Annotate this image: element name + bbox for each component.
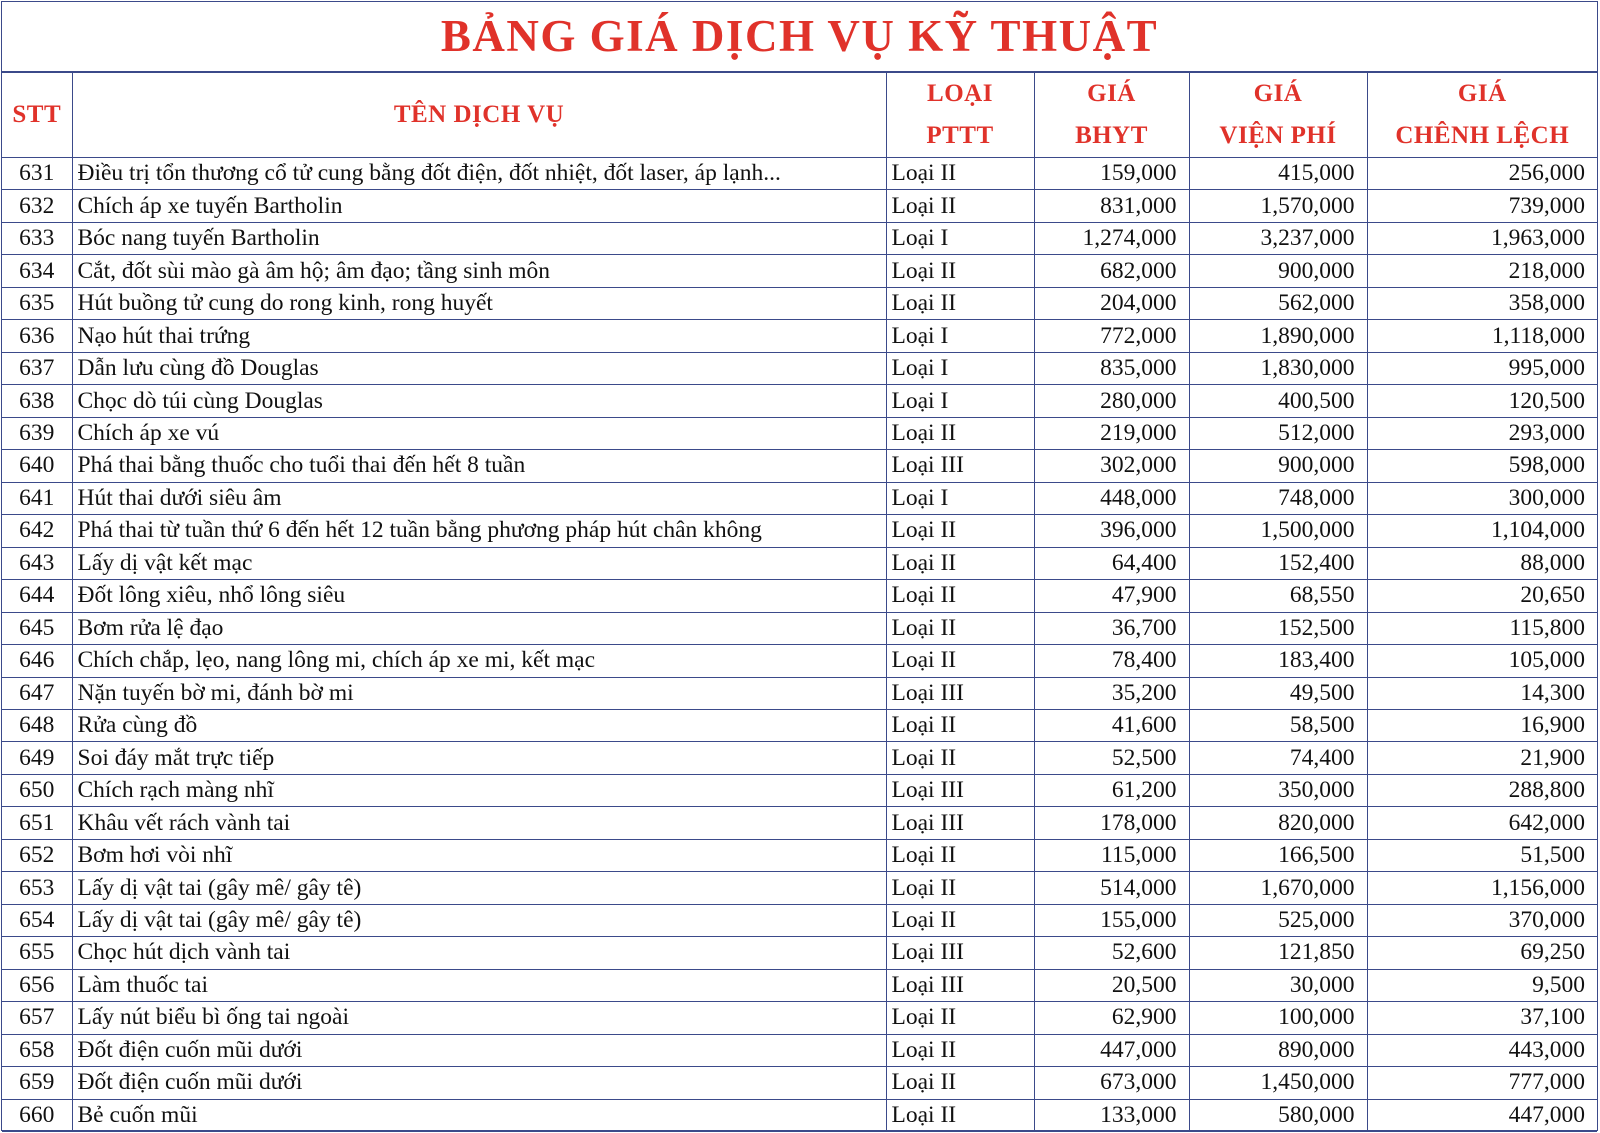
hospital-fee-cell: 49,500: [1189, 677, 1367, 709]
service-name-cell: Nạo hút thai trứng: [72, 320, 886, 352]
price-difference-cell: 120,500: [1367, 385, 1597, 417]
table-row: [2, 807, 1597, 839]
procedure-type-cell: Loại II: [886, 839, 1034, 871]
table-row: [2, 515, 1597, 547]
table-row: [2, 1067, 1597, 1099]
bhyt-price-cell: 35,200: [1034, 677, 1189, 709]
procedure-type-cell: Loại III: [886, 807, 1034, 839]
table-row: [2, 580, 1597, 612]
procedure-type-cell: Loại II: [886, 417, 1034, 449]
procedure-type-cell: Loại II: [886, 547, 1034, 579]
service-name-cell: Lấy nút biểu bì ống tai ngoài: [72, 1002, 886, 1034]
stt-cell: 650: [2, 774, 72, 806]
table-row: [2, 417, 1597, 449]
service-name-cell: Dẫn lưu cùng đồ Douglas: [72, 352, 886, 384]
hospital-fee-cell: 562,000: [1189, 287, 1367, 319]
table-row: [2, 904, 1597, 936]
service-name-cell: Bẻ cuốn mũi: [72, 1099, 886, 1131]
stt-cell: 660: [2, 1099, 72, 1131]
table-row: [2, 450, 1597, 482]
procedure-type-cell: Loại II: [886, 1099, 1034, 1131]
service-name-cell: Chích áp xe tuyến Bartholin: [72, 190, 886, 222]
bhyt-price-cell: 204,000: [1034, 287, 1189, 319]
table-row: [2, 222, 1597, 254]
stt-cell: 642: [2, 515, 72, 547]
price-difference-cell: 1,963,000: [1367, 222, 1597, 254]
bhyt-price-cell: 772,000: [1034, 320, 1189, 352]
price-difference-cell: 995,000: [1367, 352, 1597, 384]
price-difference-cell: 105,000: [1367, 645, 1597, 677]
table-row: [2, 385, 1597, 417]
column-header-stt: STT: [2, 73, 72, 158]
table-row: [2, 774, 1597, 806]
hospital-fee-cell: 580,000: [1189, 1099, 1367, 1131]
service-name-cell: Nặn tuyến bờ mi, đánh bờ mi: [72, 677, 886, 709]
price-table: [2, 73, 1597, 1132]
stt-cell: 640: [2, 450, 72, 482]
header-row: [2, 73, 1597, 158]
hospital-fee-cell: 1,670,000: [1189, 872, 1367, 904]
procedure-type-cell: Loại II: [886, 645, 1034, 677]
price-difference-cell: 16,900: [1367, 709, 1597, 741]
column-header-bhyt-price: GIÁ BHYT: [1034, 73, 1189, 158]
table-header: [2, 73, 1597, 158]
stt-cell: 648: [2, 709, 72, 741]
stt-cell: 643: [2, 547, 72, 579]
stt-cell: 637: [2, 352, 72, 384]
stt-cell: 644: [2, 580, 72, 612]
procedure-type-cell: Loại I: [886, 482, 1034, 514]
stt-cell: 632: [2, 190, 72, 222]
service-name-cell: Chích rạch màng nhĩ: [72, 774, 886, 806]
service-name-cell: Bóc nang tuyến Bartholin: [72, 222, 886, 254]
procedure-type-cell: Loại III: [886, 677, 1034, 709]
stt-cell: 636: [2, 320, 72, 352]
procedure-type-cell: Loại I: [886, 352, 1034, 384]
bhyt-price-cell: 61,200: [1034, 774, 1189, 806]
stt-cell: 645: [2, 612, 72, 644]
table-row: [2, 1002, 1597, 1034]
hospital-fee-cell: 74,400: [1189, 742, 1367, 774]
hospital-fee-cell: 1,500,000: [1189, 515, 1367, 547]
stt-cell: 646: [2, 645, 72, 677]
price-difference-cell: 256,000: [1367, 158, 1597, 190]
hospital-fee-cell: 350,000: [1189, 774, 1367, 806]
column-header-service-name: TÊN DỊCH VỤ: [72, 73, 886, 158]
price-difference-cell: 642,000: [1367, 807, 1597, 839]
service-name-cell: Phá thai từ tuần thứ 6 đến hết 12 tuần bằng phương pháp hút chân không: [72, 515, 886, 547]
price-difference-cell: 370,000: [1367, 904, 1597, 936]
table-row: [2, 1034, 1597, 1066]
hospital-fee-cell: 1,830,000: [1189, 352, 1367, 384]
price-difference-cell: 358,000: [1367, 287, 1597, 319]
stt-cell: 657: [2, 1002, 72, 1034]
hospital-fee-cell: 166,500: [1189, 839, 1367, 871]
hospital-fee-cell: 890,000: [1189, 1034, 1367, 1066]
bhyt-price-cell: 62,900: [1034, 1002, 1189, 1034]
procedure-type-cell: Loại II: [886, 872, 1034, 904]
price-difference-cell: 88,000: [1367, 547, 1597, 579]
column-header-hospital-fee: GIÁ VIỆN PHÍ: [1189, 73, 1367, 158]
hospital-fee-cell: 512,000: [1189, 417, 1367, 449]
bhyt-price-cell: 219,000: [1034, 417, 1189, 449]
hospital-fee-cell: 152,500: [1189, 612, 1367, 644]
bhyt-price-cell: 52,500: [1034, 742, 1189, 774]
hospital-fee-cell: 3,237,000: [1189, 222, 1367, 254]
procedure-type-cell: Loại I: [886, 385, 1034, 417]
procedure-type-cell: Loại II: [886, 580, 1034, 612]
table-row: [2, 352, 1597, 384]
bhyt-price-cell: 831,000: [1034, 190, 1189, 222]
procedure-type-cell: Loại II: [886, 709, 1034, 741]
hospital-fee-cell: 900,000: [1189, 255, 1367, 287]
procedure-type-cell: Loại II: [886, 287, 1034, 319]
stt-cell: 651: [2, 807, 72, 839]
price-difference-cell: 293,000: [1367, 417, 1597, 449]
procedure-type-cell: Loại II: [886, 158, 1034, 190]
table-row: [2, 872, 1597, 904]
price-difference-cell: 1,104,000: [1367, 515, 1597, 547]
service-name-cell: Bơm hơi vòi nhĩ: [72, 839, 886, 871]
procedure-type-cell: Loại III: [886, 969, 1034, 1001]
price-difference-cell: 51,500: [1367, 839, 1597, 871]
procedure-type-cell: Loại II: [886, 515, 1034, 547]
price-difference-cell: 598,000: [1367, 450, 1597, 482]
table-row: [2, 742, 1597, 774]
service-name-cell: Bơm rửa lệ đạo: [72, 612, 886, 644]
stt-cell: 659: [2, 1067, 72, 1099]
service-name-cell: Cắt, đốt sùi mào gà âm hộ; âm đạo; tầng sinh môn: [72, 255, 886, 287]
stt-cell: 656: [2, 969, 72, 1001]
procedure-type-cell: Loại III: [886, 937, 1034, 969]
service-name-cell: Hút buồng tử cung do rong kinh, rong huyết: [72, 287, 886, 319]
price-difference-cell: 1,156,000: [1367, 872, 1597, 904]
service-name-cell: Hút thai dưới siêu âm: [72, 482, 886, 514]
stt-cell: 634: [2, 255, 72, 287]
hospital-fee-cell: 1,570,000: [1189, 190, 1367, 222]
procedure-type-cell: Loại II: [886, 742, 1034, 774]
page-title: BẢNG GIÁ DỊCH VỤ KỸ THUẬT: [2, 2, 1597, 73]
hospital-fee-cell: 30,000: [1189, 969, 1367, 1001]
procedure-type-cell: Loại III: [886, 774, 1034, 806]
bhyt-price-cell: 302,000: [1034, 450, 1189, 482]
table-row: [2, 190, 1597, 222]
service-name-cell: Soi đáy mắt trực tiếp: [72, 742, 886, 774]
column-header-procedure-type: LOẠI PTTT: [886, 73, 1034, 158]
price-difference-cell: 115,800: [1367, 612, 1597, 644]
table-row: [2, 709, 1597, 741]
service-name-cell: Chọc hút dịch vành tai: [72, 937, 886, 969]
bhyt-price-cell: 52,600: [1034, 937, 1189, 969]
procedure-type-cell: Loại III: [886, 450, 1034, 482]
procedure-type-cell: Loại I: [886, 320, 1034, 352]
hospital-fee-cell: 525,000: [1189, 904, 1367, 936]
procedure-type-cell: Loại II: [886, 1002, 1034, 1034]
service-name-cell: Chích áp xe vú: [72, 417, 886, 449]
bhyt-price-cell: 447,000: [1034, 1034, 1189, 1066]
bhyt-price-cell: 448,000: [1034, 482, 1189, 514]
service-name-cell: Làm thuốc tai: [72, 969, 886, 1001]
service-name-cell: Phá thai bằng thuốc cho tuổi thai đến hết 8 tuần: [72, 450, 886, 482]
procedure-type-cell: Loại II: [886, 612, 1034, 644]
bhyt-price-cell: 64,400: [1034, 547, 1189, 579]
hospital-fee-cell: 183,400: [1189, 645, 1367, 677]
hospital-fee-cell: 820,000: [1189, 807, 1367, 839]
bhyt-price-cell: 178,000: [1034, 807, 1189, 839]
service-name-cell: Lấy dị vật tai (gây mê/ gây tê): [72, 872, 886, 904]
bhyt-price-cell: 20,500: [1034, 969, 1189, 1001]
service-name-cell: Khâu vết rách vành tai: [72, 807, 886, 839]
bhyt-price-cell: 396,000: [1034, 515, 1189, 547]
bhyt-price-cell: 280,000: [1034, 385, 1189, 417]
stt-cell: 649: [2, 742, 72, 774]
price-difference-cell: 1,118,000: [1367, 320, 1597, 352]
stt-cell: 654: [2, 904, 72, 936]
stt-cell: 635: [2, 287, 72, 319]
price-difference-cell: 20,650: [1367, 580, 1597, 612]
price-difference-cell: 777,000: [1367, 1067, 1597, 1099]
bhyt-price-cell: 78,400: [1034, 645, 1189, 677]
table-row: [2, 645, 1597, 677]
service-name-cell: Đốt điện cuốn mũi dưới: [72, 1034, 886, 1066]
service-name-cell: Đốt điện cuốn mũi dưới: [72, 1067, 886, 1099]
hospital-fee-cell: 400,500: [1189, 385, 1367, 417]
stt-cell: 639: [2, 417, 72, 449]
bhyt-price-cell: 41,600: [1034, 709, 1189, 741]
hospital-fee-cell: 900,000: [1189, 450, 1367, 482]
bhyt-price-cell: 1,274,000: [1034, 222, 1189, 254]
hospital-fee-cell: 1,890,000: [1189, 320, 1367, 352]
bhyt-price-cell: 673,000: [1034, 1067, 1189, 1099]
service-name-cell: Chích chắp, lẹo, nang lông mi, chích áp xe mi, kết mạc: [72, 645, 886, 677]
service-name-cell: Rửa cùng đồ: [72, 709, 886, 741]
table-row: [2, 839, 1597, 871]
procedure-type-cell: Loại I: [886, 222, 1034, 254]
procedure-type-cell: Loại II: [886, 1034, 1034, 1066]
price-difference-cell: 447,000: [1367, 1099, 1597, 1131]
service-name-cell: Đốt lông xiêu, nhổ lông siêu: [72, 580, 886, 612]
hospital-fee-cell: 152,400: [1189, 547, 1367, 579]
table-row: [2, 482, 1597, 514]
price-difference-cell: 69,250: [1367, 937, 1597, 969]
stt-cell: 647: [2, 677, 72, 709]
hospital-fee-cell: 415,000: [1189, 158, 1367, 190]
table-row: [2, 158, 1597, 190]
price-difference-cell: 300,000: [1367, 482, 1597, 514]
table-body: [2, 158, 1597, 1132]
bhyt-price-cell: 115,000: [1034, 839, 1189, 871]
service-name-cell: Lấy dị vật tai (gây mê/ gây tê): [72, 904, 886, 936]
table-row: [2, 937, 1597, 969]
service-name-cell: Lấy dị vật kết mạc: [72, 547, 886, 579]
bhyt-price-cell: 133,000: [1034, 1099, 1189, 1131]
table-row: [2, 969, 1597, 1001]
price-difference-cell: 14,300: [1367, 677, 1597, 709]
stt-cell: 641: [2, 482, 72, 514]
stt-cell: 638: [2, 385, 72, 417]
table-row: [2, 320, 1597, 352]
price-difference-cell: 218,000: [1367, 255, 1597, 287]
table-row: [2, 1099, 1597, 1131]
stt-cell: 652: [2, 839, 72, 871]
procedure-type-cell: Loại II: [886, 1067, 1034, 1099]
table-row: [2, 287, 1597, 319]
hospital-fee-cell: 68,550: [1189, 580, 1367, 612]
service-name-cell: Điều trị tổn thương cổ tử cung bằng đốt điện, đốt nhiệt, đốt laser, áp lạnh...: [72, 158, 886, 190]
hospital-fee-cell: 121,850: [1189, 937, 1367, 969]
column-header-price-difference: GIÁ CHÊNH LỆCH: [1367, 73, 1597, 158]
procedure-type-cell: Loại II: [886, 904, 1034, 936]
bhyt-price-cell: 155,000: [1034, 904, 1189, 936]
price-difference-cell: 443,000: [1367, 1034, 1597, 1066]
hospital-fee-cell: 748,000: [1189, 482, 1367, 514]
bhyt-price-cell: 47,900: [1034, 580, 1189, 612]
price-difference-cell: 288,800: [1367, 774, 1597, 806]
stt-cell: 633: [2, 222, 72, 254]
bhyt-price-cell: 514,000: [1034, 872, 1189, 904]
table-row: [2, 255, 1597, 287]
hospital-fee-cell: 1,450,000: [1189, 1067, 1367, 1099]
bhyt-price-cell: 682,000: [1034, 255, 1189, 287]
price-difference-cell: 739,000: [1367, 190, 1597, 222]
stt-cell: 658: [2, 1034, 72, 1066]
table-row: [2, 547, 1597, 579]
service-name-cell: Chọc dò túi cùng Douglas: [72, 385, 886, 417]
stt-cell: 631: [2, 158, 72, 190]
procedure-type-cell: Loại II: [886, 255, 1034, 287]
procedure-type-cell: Loại II: [886, 190, 1034, 222]
price-difference-cell: 9,500: [1367, 969, 1597, 1001]
bhyt-price-cell: 36,700: [1034, 612, 1189, 644]
table-row: [2, 677, 1597, 709]
bhyt-price-cell: 835,000: [1034, 352, 1189, 384]
bhyt-price-cell: 159,000: [1034, 158, 1189, 190]
hospital-fee-cell: 58,500: [1189, 709, 1367, 741]
stt-cell: 655: [2, 937, 72, 969]
stt-cell: 653: [2, 872, 72, 904]
price-difference-cell: 37,100: [1367, 1002, 1597, 1034]
price-difference-cell: 21,900: [1367, 742, 1597, 774]
price-sheet: [1, 1, 1598, 1131]
table-row: [2, 612, 1597, 644]
hospital-fee-cell: 100,000: [1189, 1002, 1367, 1034]
